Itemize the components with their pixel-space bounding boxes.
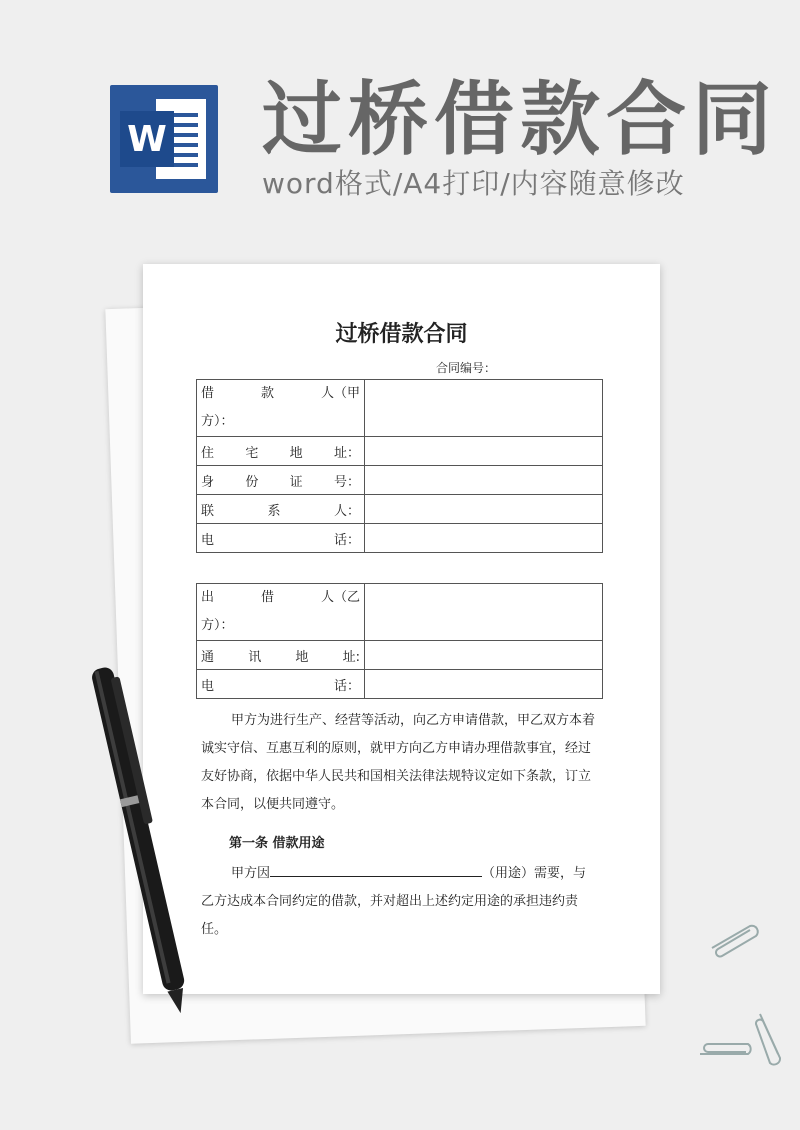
word-logo-icon bbox=[110, 85, 218, 193]
address-field[interactable] bbox=[365, 437, 603, 466]
party-b-table bbox=[196, 583, 603, 699]
paperclip-icon bbox=[706, 918, 766, 958]
intro-paragraph: 甲方为进行生产、经营等活动，向乙方申请借款，甲乙双方本着诚实守信、互惠互利的原则，就甲方向乙方申请办理借款事宜，经过友好协商，依据中华人民共和国相关法律法规特议定如下条款，订立本合同，以便共同遵守。 bbox=[201, 713, 596, 812]
pen-icon bbox=[80, 655, 210, 1045]
paperclip-icon bbox=[696, 1040, 760, 1066]
table-row: 电 话： bbox=[197, 524, 603, 553]
page-subtitle: word格式/A4打印/内容随意修改 bbox=[262, 167, 685, 200]
document-title: 过桥借款合同 bbox=[335, 322, 468, 347]
table-row: 电 话： bbox=[197, 670, 603, 699]
document-page bbox=[143, 264, 660, 994]
paperclip-icon bbox=[752, 1010, 786, 1072]
lender-address-field[interactable] bbox=[365, 641, 603, 670]
table-row: 联 系 人： bbox=[197, 495, 603, 524]
table-row: 住 宅 地 址： bbox=[197, 437, 603, 466]
table-row: 借 款 人（甲 方）： bbox=[197, 380, 603, 437]
lender-field[interactable] bbox=[365, 584, 603, 641]
table-row: 通 讯 地 址: bbox=[197, 641, 603, 670]
purpose-blank[interactable] bbox=[270, 862, 482, 877]
page-headline: 过桥借款合同 bbox=[262, 73, 778, 166]
word-logo-letter: W bbox=[120, 111, 174, 167]
article-1-title: 第一条 借款用途 bbox=[229, 836, 325, 851]
lender-phone-field[interactable] bbox=[365, 670, 603, 699]
borrower-field[interactable] bbox=[365, 380, 603, 437]
table-row: 出 借 人（乙 方）： bbox=[197, 584, 603, 641]
contact-field[interactable] bbox=[365, 495, 603, 524]
table-row: 身 份 证 号： bbox=[197, 466, 603, 495]
party-a-table bbox=[196, 379, 603, 553]
contract-number-label: 合同编号： bbox=[436, 361, 497, 375]
phone-field[interactable] bbox=[365, 524, 603, 553]
article-1-body: 甲方因 （用途）需要，与乙方达成本合同约定的借款，并对超出上述约定用途的承担违约责任。 bbox=[201, 860, 599, 944]
id-number-field[interactable] bbox=[365, 466, 603, 495]
